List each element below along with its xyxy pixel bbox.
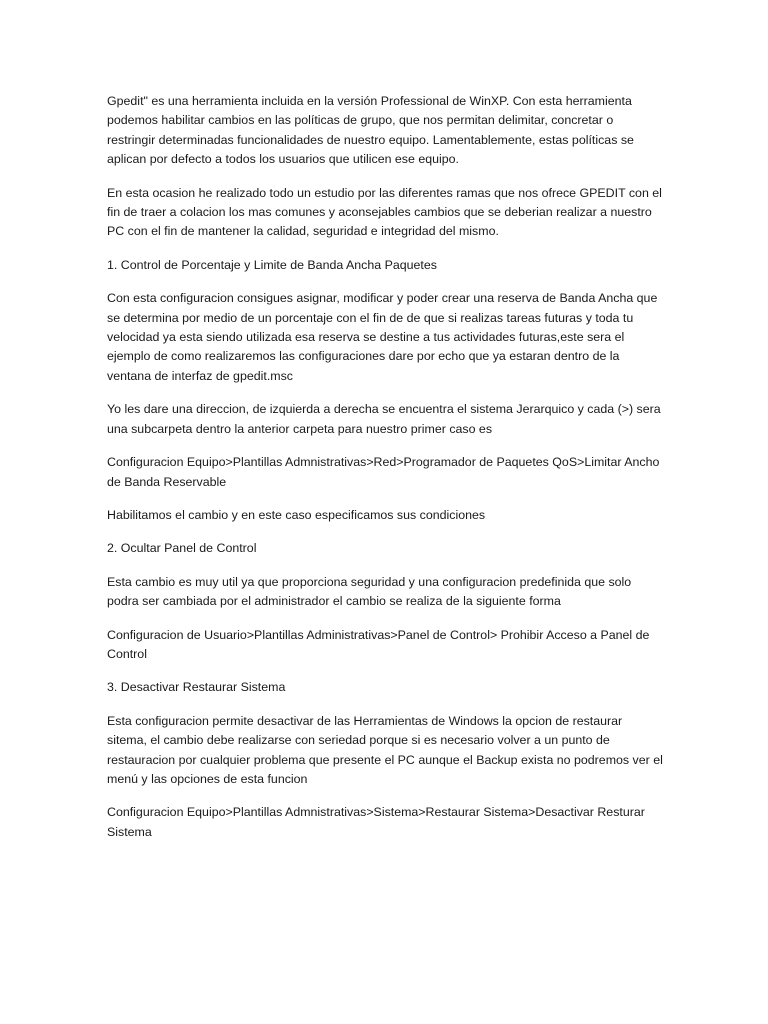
intro-paragraph: Gpedit" es una herramienta incluida en la versión Professional de WinXP. Con esta herramienta podemos habilitar cambios en las políticas de grupo, que nos permitan delimitar, concretar o restringir determinadas funcionalidades de nuestro equipo. Lamentablemente, estas políticas se aplican por defecto a todos los usuarios que utilicen ese equipo. [107,94,634,167]
enable-paragraph: Habilitamos el cambio y en este caso especificamos sus condiciones [107,507,486,522]
document-body [107,92,663,856]
section-heading-2: 2. Ocultar Panel de Control [107,541,257,556]
control-panel-paragraph: Esta cambio es muy util ya que proporciona seguridad y una configuracion predefinida que solo podra ser cambiada por el administrador el cambio se realiza de la siguiente forma [107,574,632,609]
path-2: Configuracion de Usuario>Plantillas Administrativas>Panel de Control> Prohibir Acceso a Panel de Control [107,627,650,661]
path-3: Configuracion Equipo>Plantillas Admnistrativas>Sistema>Restaurar Sistema>Desactivar Resturar Sistema [107,805,645,839]
section-heading-3: 3. Desactivar Restaurar Sistema [107,680,286,695]
bandwidth-paragraph: Con esta configuracion consigues asignar, modificar y poder crear una reserva de Banda Ancha que se determina por medio de un porcentaje con el fin de de que si realizas tareas futuras y toda tu velocidad ya esta siendo utilizada esa reserva se destine a tus actividades futuras,este sera el ejemplo de como realizaremos las configuraciones dare por echo que ya estaran dentro de la ventana de interfaz de gpedit.msc [107,291,658,383]
direction-paragraph: Yo les dare una direccion, de izquierda a derecha se encuentra el sistema Jerarquico y cada (>) sera una subcarpeta dentro la anterior carpeta para nuestro primer caso es [107,402,661,436]
path-1: Configuracion Equipo>Plantillas Admnistrativas>Red>Programador de Paquetes QoS>Limitar Ancho de Banda Reservable [107,455,660,489]
restore-paragraph: Esta configuracion permite desactivar de las Herramientas de Windows la opcion de restaurar sitema, el cambio debe realizarse con seriedad porque si es necesario volver a un punto de restauracion por cualquier problema que presente el PC aunque el Backup exista no podremos ver el menú y las opciones de esta funcion [107,713,663,786]
study-paragraph: En esta ocasion he realizado todo un estudio por las diferentes ramas que nos ofrece GPEDIT con el fin de traer a colacion los mas comunes y aconsejables cambios que se deberian realizar a nuestro PC con el fin de mantener la calidad, seguridad e integridad del mismo. [107,185,662,239]
section-heading-1: 1. Control de Porcentaje y Limite de Banda Ancha Paquetes [107,257,437,272]
